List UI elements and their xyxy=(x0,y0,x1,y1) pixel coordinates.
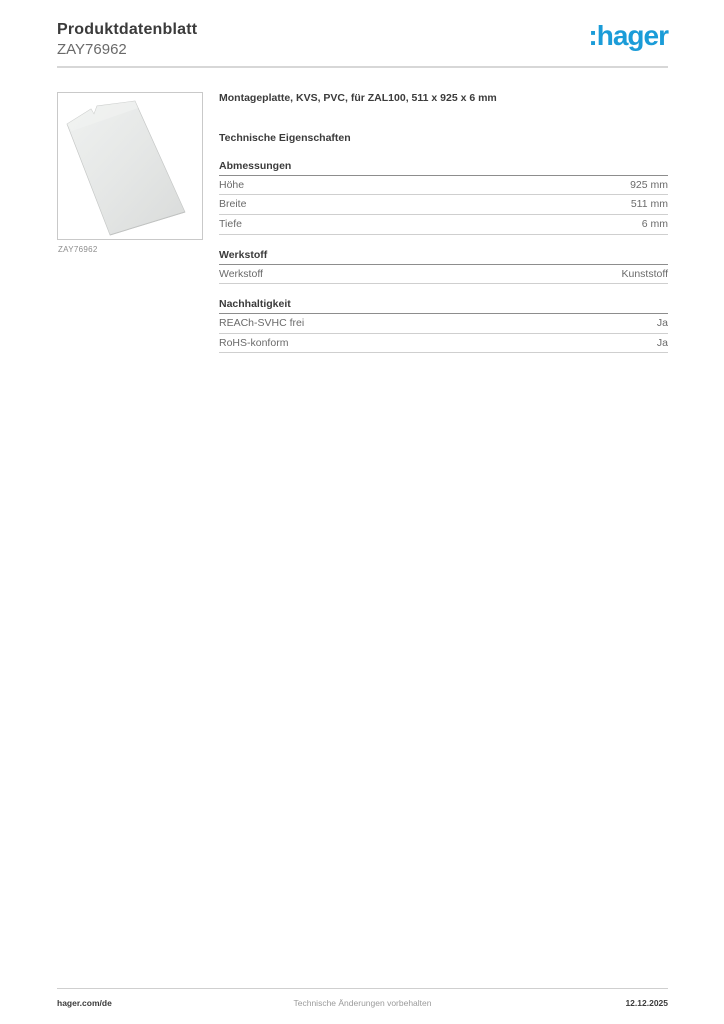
product-image xyxy=(58,93,202,239)
table-row xyxy=(219,265,668,285)
row-label: Höhe xyxy=(219,178,245,191)
row-label: Breite xyxy=(219,198,247,211)
hager-logo: :hager xyxy=(588,20,668,51)
footer-date: 12.12.2025 xyxy=(625,998,668,1008)
section-heading: Werkstoff xyxy=(219,249,668,265)
table-row xyxy=(219,334,668,354)
footer-website-link[interactable]: hager.com/de xyxy=(57,998,112,1008)
row-label: Tiefe xyxy=(219,217,242,230)
footer-divider xyxy=(57,988,668,989)
document-footer xyxy=(57,998,668,1008)
header-divider xyxy=(57,66,668,68)
document-title: Produktdatenblatt xyxy=(57,21,198,38)
document-subtitle: ZAY76962 xyxy=(57,41,127,59)
spec-column xyxy=(219,92,668,353)
table-row xyxy=(219,215,668,235)
row-value: 925 mm xyxy=(630,178,668,191)
product-image-frame xyxy=(57,92,203,240)
spec-section-abmessungen xyxy=(219,160,668,235)
spec-section-nachhaltigkeit xyxy=(219,298,668,353)
tech-properties-heading: Technische Eigenschaften xyxy=(219,131,351,144)
spec-section-werkstoff xyxy=(219,249,668,285)
table-row xyxy=(219,314,668,334)
table-row xyxy=(219,195,668,215)
row-label: RoHS-konform xyxy=(219,336,289,349)
row-label: REACh-SVHC frei xyxy=(219,317,305,330)
section-heading: Abmessungen xyxy=(219,160,668,176)
row-label: Werkstoff xyxy=(219,267,263,280)
row-value: Ja xyxy=(656,336,668,349)
document-header xyxy=(57,21,668,58)
table-row xyxy=(219,176,668,196)
footer-disclaimer: Technische Änderungen vorbehalten xyxy=(293,998,432,1008)
row-value: 6 mm xyxy=(641,217,668,230)
product-image-caption: ZAY76962 xyxy=(58,245,98,254)
row-value: Ja xyxy=(656,317,668,330)
product-title: Montageplatte, KVS, PVC, für ZAL100, 511 x 925 x 6 mm xyxy=(219,92,497,104)
section-heading: Nachhaltigkeit xyxy=(219,298,668,314)
row-value: Kunststoff xyxy=(621,267,668,280)
row-value: 511 mm xyxy=(630,198,668,211)
